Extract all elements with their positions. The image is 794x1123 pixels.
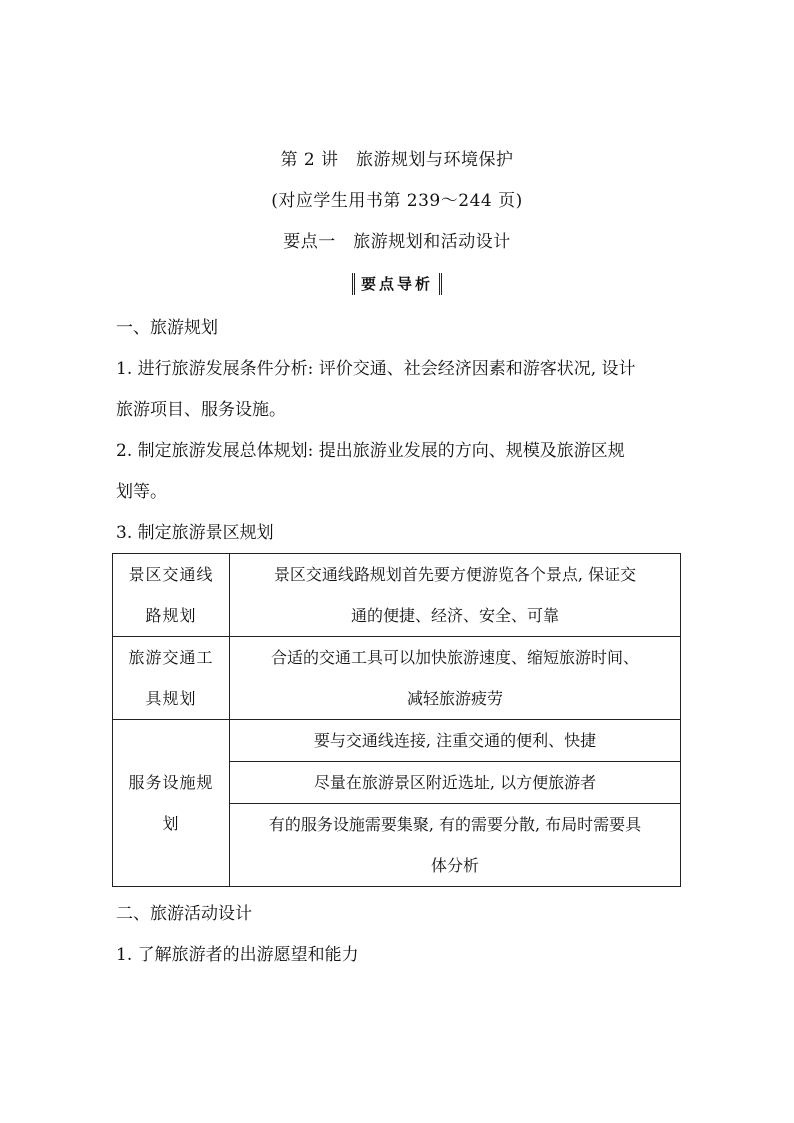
part2-item1: 1. 了解旅游者的出游愿望和能力 <box>116 945 359 965</box>
part1-heading: 一、旅游规划 <box>116 318 218 338</box>
row-name-cell <box>113 720 230 887</box>
item2-line1: 2. 制定旅游发展总体规划: 提出旅游业发展的方向、规模及旅游区规 <box>116 441 625 461</box>
item2-line2: 划等。 <box>116 482 167 502</box>
cell-text: 景区交通线路规划首先要方便游览各个景点, 保证交 <box>273 565 637 584</box>
cell-text: 体分析 <box>430 856 479 875</box>
part2-heading: 二、旅游活动设计 <box>116 904 252 924</box>
cell-text: 合适的交通工具可以加快旅游速度、缩短旅游时间、 <box>270 648 639 667</box>
cell-text: 路规划 <box>145 606 197 625</box>
row-desc-cell <box>230 804 681 887</box>
key-points-badge: 要点导析 <box>352 273 442 295</box>
row-name-cell <box>113 637 230 720</box>
cell-text: 服务设施规 <box>128 773 214 792</box>
row-desc-cell <box>230 637 681 720</box>
badge-container <box>0 273 794 295</box>
row-desc-cell <box>230 720 681 762</box>
cell-text: 尽量在旅游景区附近选址, 以方便旅游者 <box>313 773 597 792</box>
table-row <box>113 720 681 762</box>
row-name-cell <box>113 554 230 637</box>
cell-text: 有的服务设施需要集聚, 有的需要分散, 布局时需要具 <box>268 815 642 834</box>
cell-text: 划 <box>162 814 180 833</box>
item1-line1: 1. 进行旅游发展条件分析: 评价交通、社会经济因素和游客状况, 设计 <box>116 359 636 379</box>
cell-text: 景区交通线 <box>128 565 214 584</box>
scenic-planning-table <box>112 553 681 887</box>
table-row <box>113 637 681 720</box>
page-reference: (对应学生用书第 239～244 页) <box>271 191 523 211</box>
row-desc-cell <box>230 554 681 637</box>
cell-text: 减轻旅游疲劳 <box>406 689 503 708</box>
lesson-title: 第 2 讲 旅游规划与环境保护 <box>280 150 514 170</box>
item1-line2: 旅游项目、服务设施。 <box>116 400 286 420</box>
cell-text: 旅游交通工 <box>128 648 214 667</box>
cell-text: 通的便捷、经济、安全、可靠 <box>350 606 559 625</box>
row-desc-cell <box>230 762 681 804</box>
item3: 3. 制定旅游景区规划 <box>116 523 274 543</box>
cell-text: 具规划 <box>145 689 197 708</box>
section-title: 要点一 旅游规划和活动设计 <box>283 232 511 252</box>
cell-text: 要与交通线连接, 注重交通的便利、快捷 <box>313 731 597 750</box>
table-row <box>113 554 681 637</box>
